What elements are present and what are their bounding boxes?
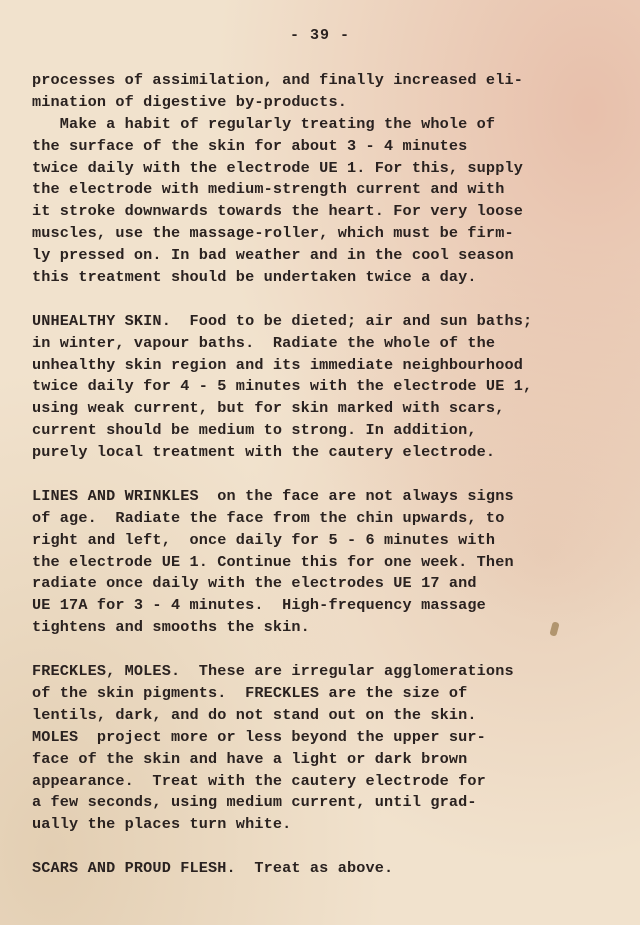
paragraph-gap — [32, 639, 622, 661]
paragraph-freckles-moles — [32, 661, 622, 836]
page-number: - 39 - — [289, 27, 350, 44]
text-line: mination of digestive by-products. — [32, 92, 347, 111]
text-line: unhealthy skin region and its immediate neighbourhood — [32, 355, 523, 374]
text-line: UE 17A for 3 - 4 minutes. High-frequency massage — [32, 596, 486, 615]
text-line: in winter, vapour baths. Radiate the whole of the — [32, 333, 496, 352]
text-line: current should be medium to strong. In addition, — [32, 421, 477, 440]
paragraph-scars — [32, 858, 622, 880]
text-line: appearance. Treat with the cautery electrode for — [32, 771, 486, 790]
text-line: using weak current, but for skin marked with scars, — [32, 399, 505, 418]
text-line: FRECKLES, MOLES. These are irregular agglomerations — [32, 662, 514, 681]
text-line: radiate once daily with the electrodes UE 17 and — [32, 574, 477, 593]
paragraph-gap — [32, 289, 622, 311]
text-line: of the skin pigments. FRECKLES are the size of — [32, 683, 468, 702]
text-line: processes of assimilation, and finally increased eli- — [32, 71, 523, 89]
text-line: right and left, once daily for 5 - 6 minutes with — [32, 530, 496, 549]
text-line: ly pressed on. In bad weather and in the cool season — [32, 246, 514, 265]
text-line: of age. Radiate the face from the chin upwards, to — [32, 508, 505, 527]
text-line: purely local treatment with the cautery electrode. — [32, 443, 496, 462]
text-line: muscles, use the massage-roller, which must be firm- — [32, 224, 514, 243]
text-line: twice daily for 4 - 5 minutes with the electrode UE 1, — [32, 377, 533, 396]
text-line: twice daily with the electrode UE 1. For this, supply — [32, 158, 523, 177]
text-line: MOLES project more or less beyond the upper sur- — [32, 727, 486, 746]
paragraph-assimilation — [32, 70, 622, 289]
paragraph-lines-and-wrinkles — [32, 486, 622, 639]
text-line: UNHEALTHY SKIN. Food to be dieted; air and sun baths; — [32, 311, 533, 330]
text-line: this treatment should be undertaken twice a day. — [32, 268, 477, 287]
text-line: the electrode with medium-strength current and with — [32, 180, 505, 199]
text-line: Make a habit of regularly treating the whole of — [32, 114, 496, 133]
text-line: the electrode UE 1. Continue this for one week. Then — [32, 552, 514, 571]
text-line: a few seconds, using medium current, until grad- — [32, 793, 477, 812]
paragraph-gap — [32, 464, 622, 486]
paragraph-unhealthy-skin — [32, 311, 622, 464]
text-line: face of the skin and have a light or dark brown — [32, 749, 468, 768]
text-line: the surface of the skin for about 3 - 4 minutes — [32, 136, 468, 155]
document-body — [32, 70, 622, 880]
paragraph-gap — [32, 836, 622, 858]
text-line: ually the places turn white. — [32, 815, 292, 834]
text-line: lentils, dark, and do not stand out on the skin. — [32, 705, 477, 724]
text-line: it stroke downwards towards the heart. For very loose — [32, 202, 523, 221]
text-line: SCARS AND PROUD FLESH. Treat as above. — [32, 859, 394, 878]
text-line: tightens and smooths the skin. — [32, 618, 310, 637]
text-line: LINES AND WRINKLES on the face are not always signs — [32, 486, 514, 505]
